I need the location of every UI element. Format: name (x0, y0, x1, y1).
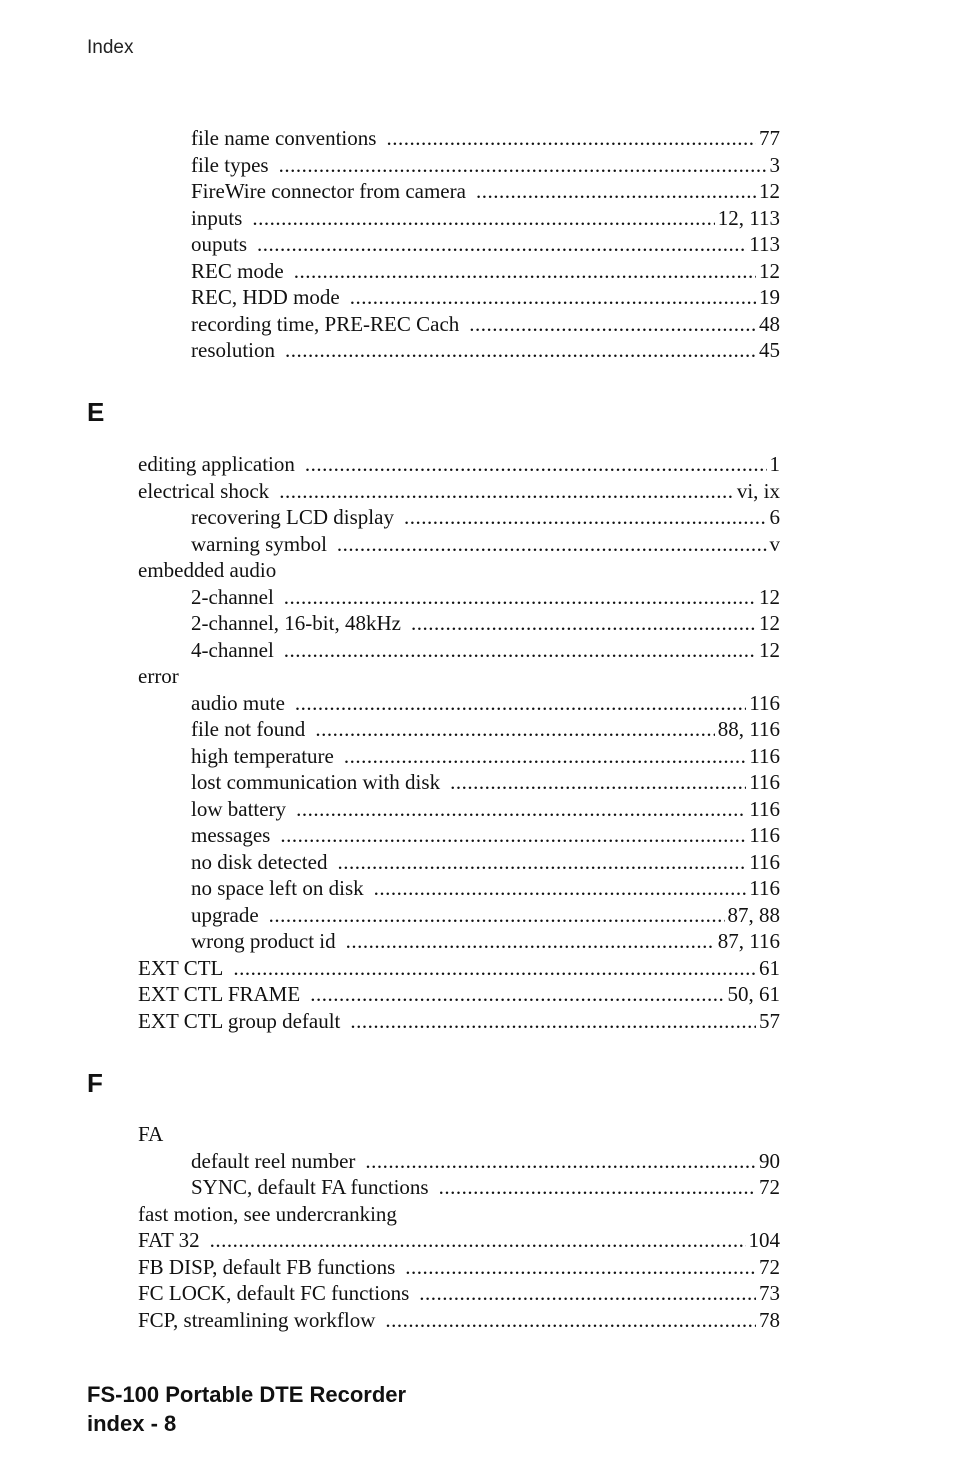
index-subentry (138, 690, 780, 717)
entry-page-numbers: 90 (759, 1148, 780, 1173)
dot-leader (252, 205, 714, 232)
dot-leader (305, 451, 767, 478)
section-letter-f: F (87, 1068, 103, 1098)
index-entry (138, 981, 780, 1008)
entry-page-numbers: 78 (759, 1307, 780, 1332)
index-entry (138, 955, 780, 982)
index-subentry (138, 584, 780, 611)
index-entry (138, 1008, 780, 1035)
entry-label: FC LOCK, default FC functions (138, 1281, 410, 1305)
entry-label: high temperature (191, 743, 334, 768)
entry-label: lost communication with disk (191, 770, 441, 794)
entry-page-numbers: 61 (759, 955, 780, 980)
index-subentry (138, 716, 780, 743)
dot-leader (374, 875, 747, 902)
dot-leader (404, 504, 767, 531)
index-entry (138, 1280, 780, 1307)
entry-label: no space left on disk (191, 876, 364, 900)
entry-label: upgrade (191, 902, 259, 927)
entry-label: EXT CTL (138, 955, 224, 980)
index-entry (138, 451, 780, 478)
entry-page-numbers: 116 (749, 849, 780, 874)
index-subentry (138, 769, 780, 796)
index-subentry (138, 796, 780, 823)
entry-label: low battery (191, 796, 287, 821)
entry-label: messages (191, 823, 271, 847)
entry-label: REC mode (191, 258, 284, 283)
dot-leader (310, 981, 724, 1008)
dot-leader (350, 1008, 756, 1035)
entry-page-numbers: 12 (759, 584, 780, 609)
entry-page-numbers: 87, 88 (727, 902, 780, 927)
entry-label: file types (191, 152, 269, 177)
entry-page-numbers: 12 (759, 258, 780, 283)
dot-leader (386, 125, 756, 152)
dot-leader (233, 955, 756, 982)
footer-page-number: index - 8 (87, 1411, 177, 1436)
index-entry (138, 1254, 780, 1281)
index-subentry (138, 822, 780, 849)
dot-leader (337, 531, 767, 558)
dot-leader (385, 1307, 756, 1334)
index-subentry (138, 531, 780, 558)
entry-page-numbers: 116 (749, 876, 780, 900)
entry-label: SYNC, default FA functions (191, 1175, 429, 1199)
entry-page-numbers: 116 (749, 823, 780, 847)
dot-leader (411, 610, 756, 637)
index-subentry (138, 902, 780, 929)
footer-title: FS-100 Portable DTE Recorder (87, 1382, 407, 1407)
entry-label: 2-channel (191, 584, 274, 609)
index-entry (138, 1201, 780, 1228)
entry-label: recording time, PRE-REC Cach (191, 311, 460, 336)
entry-page-numbers: 12 (759, 611, 780, 635)
index-subentry (138, 311, 780, 338)
index-entry (138, 663, 780, 690)
dot-leader (296, 796, 746, 823)
entry-label: embedded audio (138, 558, 277, 582)
entry-page-numbers: 12, 113 (717, 205, 780, 230)
entry-label: FA (138, 1122, 164, 1146)
dot-leader (295, 690, 746, 717)
entry-label: 4-channel (191, 637, 274, 662)
dot-leader (279, 152, 767, 179)
index-subentry (138, 152, 780, 179)
index-subentry (138, 125, 780, 152)
entry-label: file name conventions (191, 126, 377, 150)
entry-label: FireWire connector from camera (191, 179, 466, 203)
index-subentry (138, 849, 780, 876)
index-subentry (138, 205, 780, 232)
entry-page-numbers: 113 (749, 232, 780, 256)
dot-leader (269, 902, 725, 929)
entry-label: warning symbol (191, 531, 327, 556)
dot-leader (210, 1227, 746, 1254)
entry-page-numbers: 77 (759, 126, 780, 150)
entry-page-numbers: 73 (759, 1281, 780, 1305)
entry-label: fast motion, see undercranking (138, 1201, 397, 1226)
page-footer (87, 1380, 406, 1438)
dot-leader (469, 311, 756, 338)
index-subentry (138, 504, 780, 531)
entry-label: default reel number (191, 1148, 356, 1173)
dot-leader (346, 928, 715, 955)
running-head: Index (87, 37, 134, 58)
index-section-e (138, 451, 780, 1034)
entry-page-numbers: 104 (748, 1228, 780, 1252)
dot-leader (405, 1254, 756, 1281)
entry-page-numbers: 88, 116 (717, 717, 780, 741)
entry-page-numbers: 12 (759, 637, 780, 662)
index-subentry (138, 178, 780, 205)
index-subentry (138, 928, 780, 955)
index-subentry (138, 637, 780, 664)
entry-label: REC, HDD mode (191, 285, 340, 309)
index-subentry (138, 1148, 780, 1175)
index-entry (138, 557, 780, 584)
dot-leader (315, 716, 714, 743)
dot-leader (279, 478, 734, 505)
dot-leader (257, 231, 746, 258)
index-subentry (138, 258, 780, 285)
entry-page-numbers: v (769, 531, 780, 556)
index-subentry (138, 337, 780, 364)
dot-leader (344, 743, 746, 770)
entry-page-numbers: 50, 61 (727, 982, 780, 1006)
section-letter-e: E (87, 397, 105, 427)
entry-page-numbers: 19 (759, 285, 780, 309)
entry-label: recovering LCD display (191, 505, 394, 529)
entry-label: audio mute (191, 690, 285, 715)
entry-page-numbers: 48 (759, 311, 780, 336)
entry-page-numbers: vi, ix (736, 478, 780, 503)
entry-page-numbers: 116 (749, 743, 780, 768)
index-subentry (138, 610, 780, 637)
index-entry (138, 478, 780, 505)
entry-label: 2-channel, 16-bit, 48kHz (191, 611, 401, 635)
entry-page-numbers: 57 (759, 1008, 780, 1033)
entry-page-numbers: 72 (759, 1175, 780, 1199)
entry-label: editing application (138, 452, 295, 476)
index-subentry (138, 1174, 780, 1201)
index-subentry (138, 743, 780, 770)
dot-leader (285, 337, 756, 364)
index-entry (138, 1121, 780, 1148)
entry-page-numbers: 3 (769, 152, 780, 177)
index-entry (138, 1227, 780, 1254)
dot-leader (365, 1148, 756, 1175)
entry-label: EXT CTL FRAME (138, 982, 301, 1006)
index-entry (138, 1307, 780, 1334)
dot-leader (419, 1280, 756, 1307)
entry-page-numbers: 1 (769, 452, 780, 476)
dot-leader (280, 822, 746, 849)
entry-page-numbers: 72 (759, 1254, 780, 1279)
entry-page-numbers: 45 (759, 338, 780, 362)
dot-leader (284, 637, 756, 664)
entry-label: file not found (191, 717, 306, 741)
entry-label: resolution (191, 338, 275, 362)
entry-label: error (138, 664, 179, 688)
entry-page-numbers: 116 (749, 690, 780, 715)
index-subentry (138, 875, 780, 902)
entry-label: electrical shock (138, 478, 270, 503)
dot-leader (284, 584, 756, 611)
entry-label: EXT CTL group default (138, 1008, 341, 1033)
entry-label: FB DISP, default FB functions (138, 1254, 396, 1279)
entry-page-numbers: 116 (749, 796, 780, 821)
dot-leader (450, 769, 746, 796)
dot-leader (337, 849, 746, 876)
entry-page-numbers: 6 (769, 505, 780, 529)
entry-label: FCP, streamlining workflow (138, 1307, 376, 1332)
dot-leader (294, 258, 756, 285)
index-subentry (138, 284, 780, 311)
dot-leader (476, 178, 756, 205)
entry-page-numbers: 87, 116 (717, 929, 780, 953)
dot-leader (439, 1174, 756, 1201)
index-section-continuation (138, 125, 780, 364)
entry-label: ouputs (191, 232, 248, 256)
entry-label: inputs (191, 205, 243, 230)
entry-page-numbers: 12 (759, 179, 780, 203)
entry-label: FAT 32 (138, 1228, 200, 1252)
index-subentry (138, 231, 780, 258)
entry-label: no disk detected (191, 849, 328, 874)
dot-leader (350, 284, 756, 311)
entry-label: wrong product id (191, 929, 336, 953)
entry-page-numbers: 116 (749, 770, 780, 794)
index-section-f (138, 1121, 780, 1333)
